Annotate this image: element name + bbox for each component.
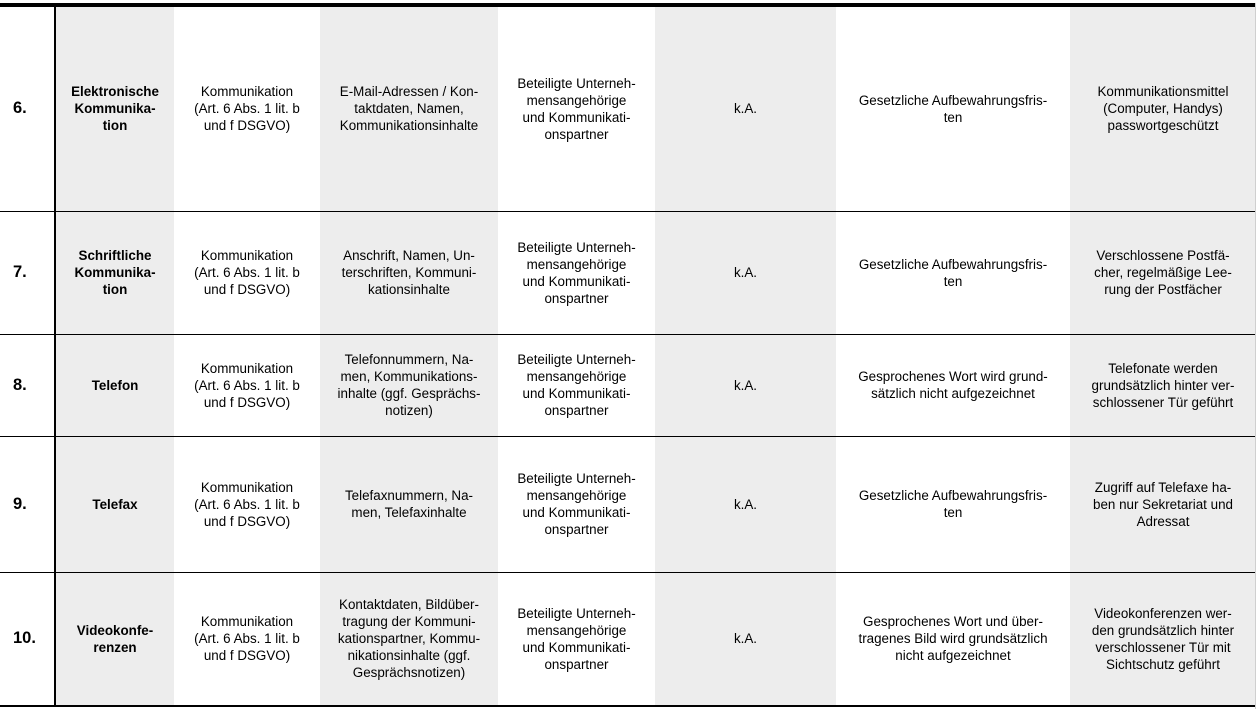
process-name: Schriftliche Kommunika- tion bbox=[55, 211, 174, 334]
table-row bbox=[0, 436, 1256, 572]
row-number: 7. bbox=[0, 211, 55, 334]
data-categories: Telefaxnummern, Na- men, Telefaxinhalte bbox=[320, 436, 498, 572]
data-subjects: Beteiligte Unterneh- mensangehörige und Kommunikati- onspartner bbox=[498, 436, 655, 572]
data-subjects: Beteiligte Unterneh- mensangehörige und Kommunikati- onspartner bbox=[498, 5, 655, 211]
data-categories: Telefonnummern, Na- men, Kommunikations- inhalte (ggf. Gesprächs- notizen) bbox=[320, 334, 498, 436]
purpose-legal-basis: Kommunikation (Art. 6 Abs. 1 lit. b und f DSGVO) bbox=[174, 572, 320, 706]
process-name: Videokonfe- renzen bbox=[55, 572, 174, 706]
data-categories: Kontaktdaten, Bildüber- tragung der Kommuni- kationspartner, Kommu- nikationsinhalte (ggf. Gesprächsnotizen) bbox=[320, 572, 498, 706]
security-measures: Kommunikationsmittel (Computer, Handys) passwortgeschützt bbox=[1070, 5, 1256, 211]
security-measures: Verschlossene Postfä- cher, regelmäßige Lee- rung der Postfächer bbox=[1070, 211, 1256, 334]
table-row bbox=[0, 5, 1256, 211]
purpose-legal-basis: Kommunikation (Art. 6 Abs. 1 lit. b und f DSGVO) bbox=[174, 211, 320, 334]
recipients: k.A. bbox=[655, 334, 836, 436]
purpose-legal-basis: Kommunikation (Art. 6 Abs. 1 lit. b und f DSGVO) bbox=[174, 5, 320, 211]
data-subjects: Beteiligte Unterneh- mensangehörige und Kommunikati- onspartner bbox=[498, 334, 655, 436]
security-measures: Telefonate werden grundsätzlich hinter ver- schlossener Tür geführt bbox=[1070, 334, 1256, 436]
purpose-legal-basis: Kommunikation (Art. 6 Abs. 1 lit. b und f DSGVO) bbox=[174, 334, 320, 436]
retention-period: Gesetzliche Aufbewahrungsfris- ten bbox=[836, 211, 1070, 334]
recipients: k.A. bbox=[655, 5, 836, 211]
table-row bbox=[0, 572, 1256, 706]
data-subjects: Beteiligte Unterneh- mensangehörige und Kommunikati- onspartner bbox=[498, 572, 655, 706]
row-number: 8. bbox=[0, 334, 55, 436]
purpose-legal-basis: Kommunikation (Art. 6 Abs. 1 lit. b und f DSGVO) bbox=[174, 436, 320, 572]
data-categories: E-Mail-Adressen / Kon- taktdaten, Namen, Kommunikationsinhalte bbox=[320, 5, 498, 211]
process-name: Elektronische Kommunika- tion bbox=[55, 5, 174, 211]
table-row bbox=[0, 334, 1256, 436]
process-name: Telefon bbox=[55, 334, 174, 436]
row-number: 6. bbox=[0, 5, 55, 211]
data-categories: Anschrift, Namen, Un- terschriften, Kommuni- kationsinhalte bbox=[320, 211, 498, 334]
recipients: k.A. bbox=[655, 436, 836, 572]
retention-period: Gesetzliche Aufbewahrungsfris- ten bbox=[836, 5, 1070, 211]
recipients: k.A. bbox=[655, 211, 836, 334]
retention-period: Gesprochenes Wort und über- tragenes Bild wird grundsätzlich nicht aufgezeichnet bbox=[836, 572, 1070, 706]
row-number: 10. bbox=[0, 572, 55, 706]
data-subjects: Beteiligte Unterneh- mensangehörige und Kommunikati- onspartner bbox=[498, 211, 655, 334]
table-row bbox=[0, 211, 1256, 334]
retention-period: Gesetzliche Aufbewahrungsfris- ten bbox=[836, 436, 1070, 572]
security-measures: Zugriff auf Telefaxe ha- ben nur Sekretariat und Adressat bbox=[1070, 436, 1256, 572]
row-number: 9. bbox=[0, 436, 55, 572]
security-measures: Videokonferenzen wer- den grundsätzlich hinter verschlossener Tür mit Sichtschutz geführt bbox=[1070, 572, 1256, 706]
processing-records-table bbox=[0, 3, 1256, 707]
process-name: Telefax bbox=[55, 436, 174, 572]
recipients: k.A. bbox=[655, 572, 836, 706]
retention-period: Gesprochenes Wort wird grund- sätzlich nicht aufgezeichnet bbox=[836, 334, 1070, 436]
